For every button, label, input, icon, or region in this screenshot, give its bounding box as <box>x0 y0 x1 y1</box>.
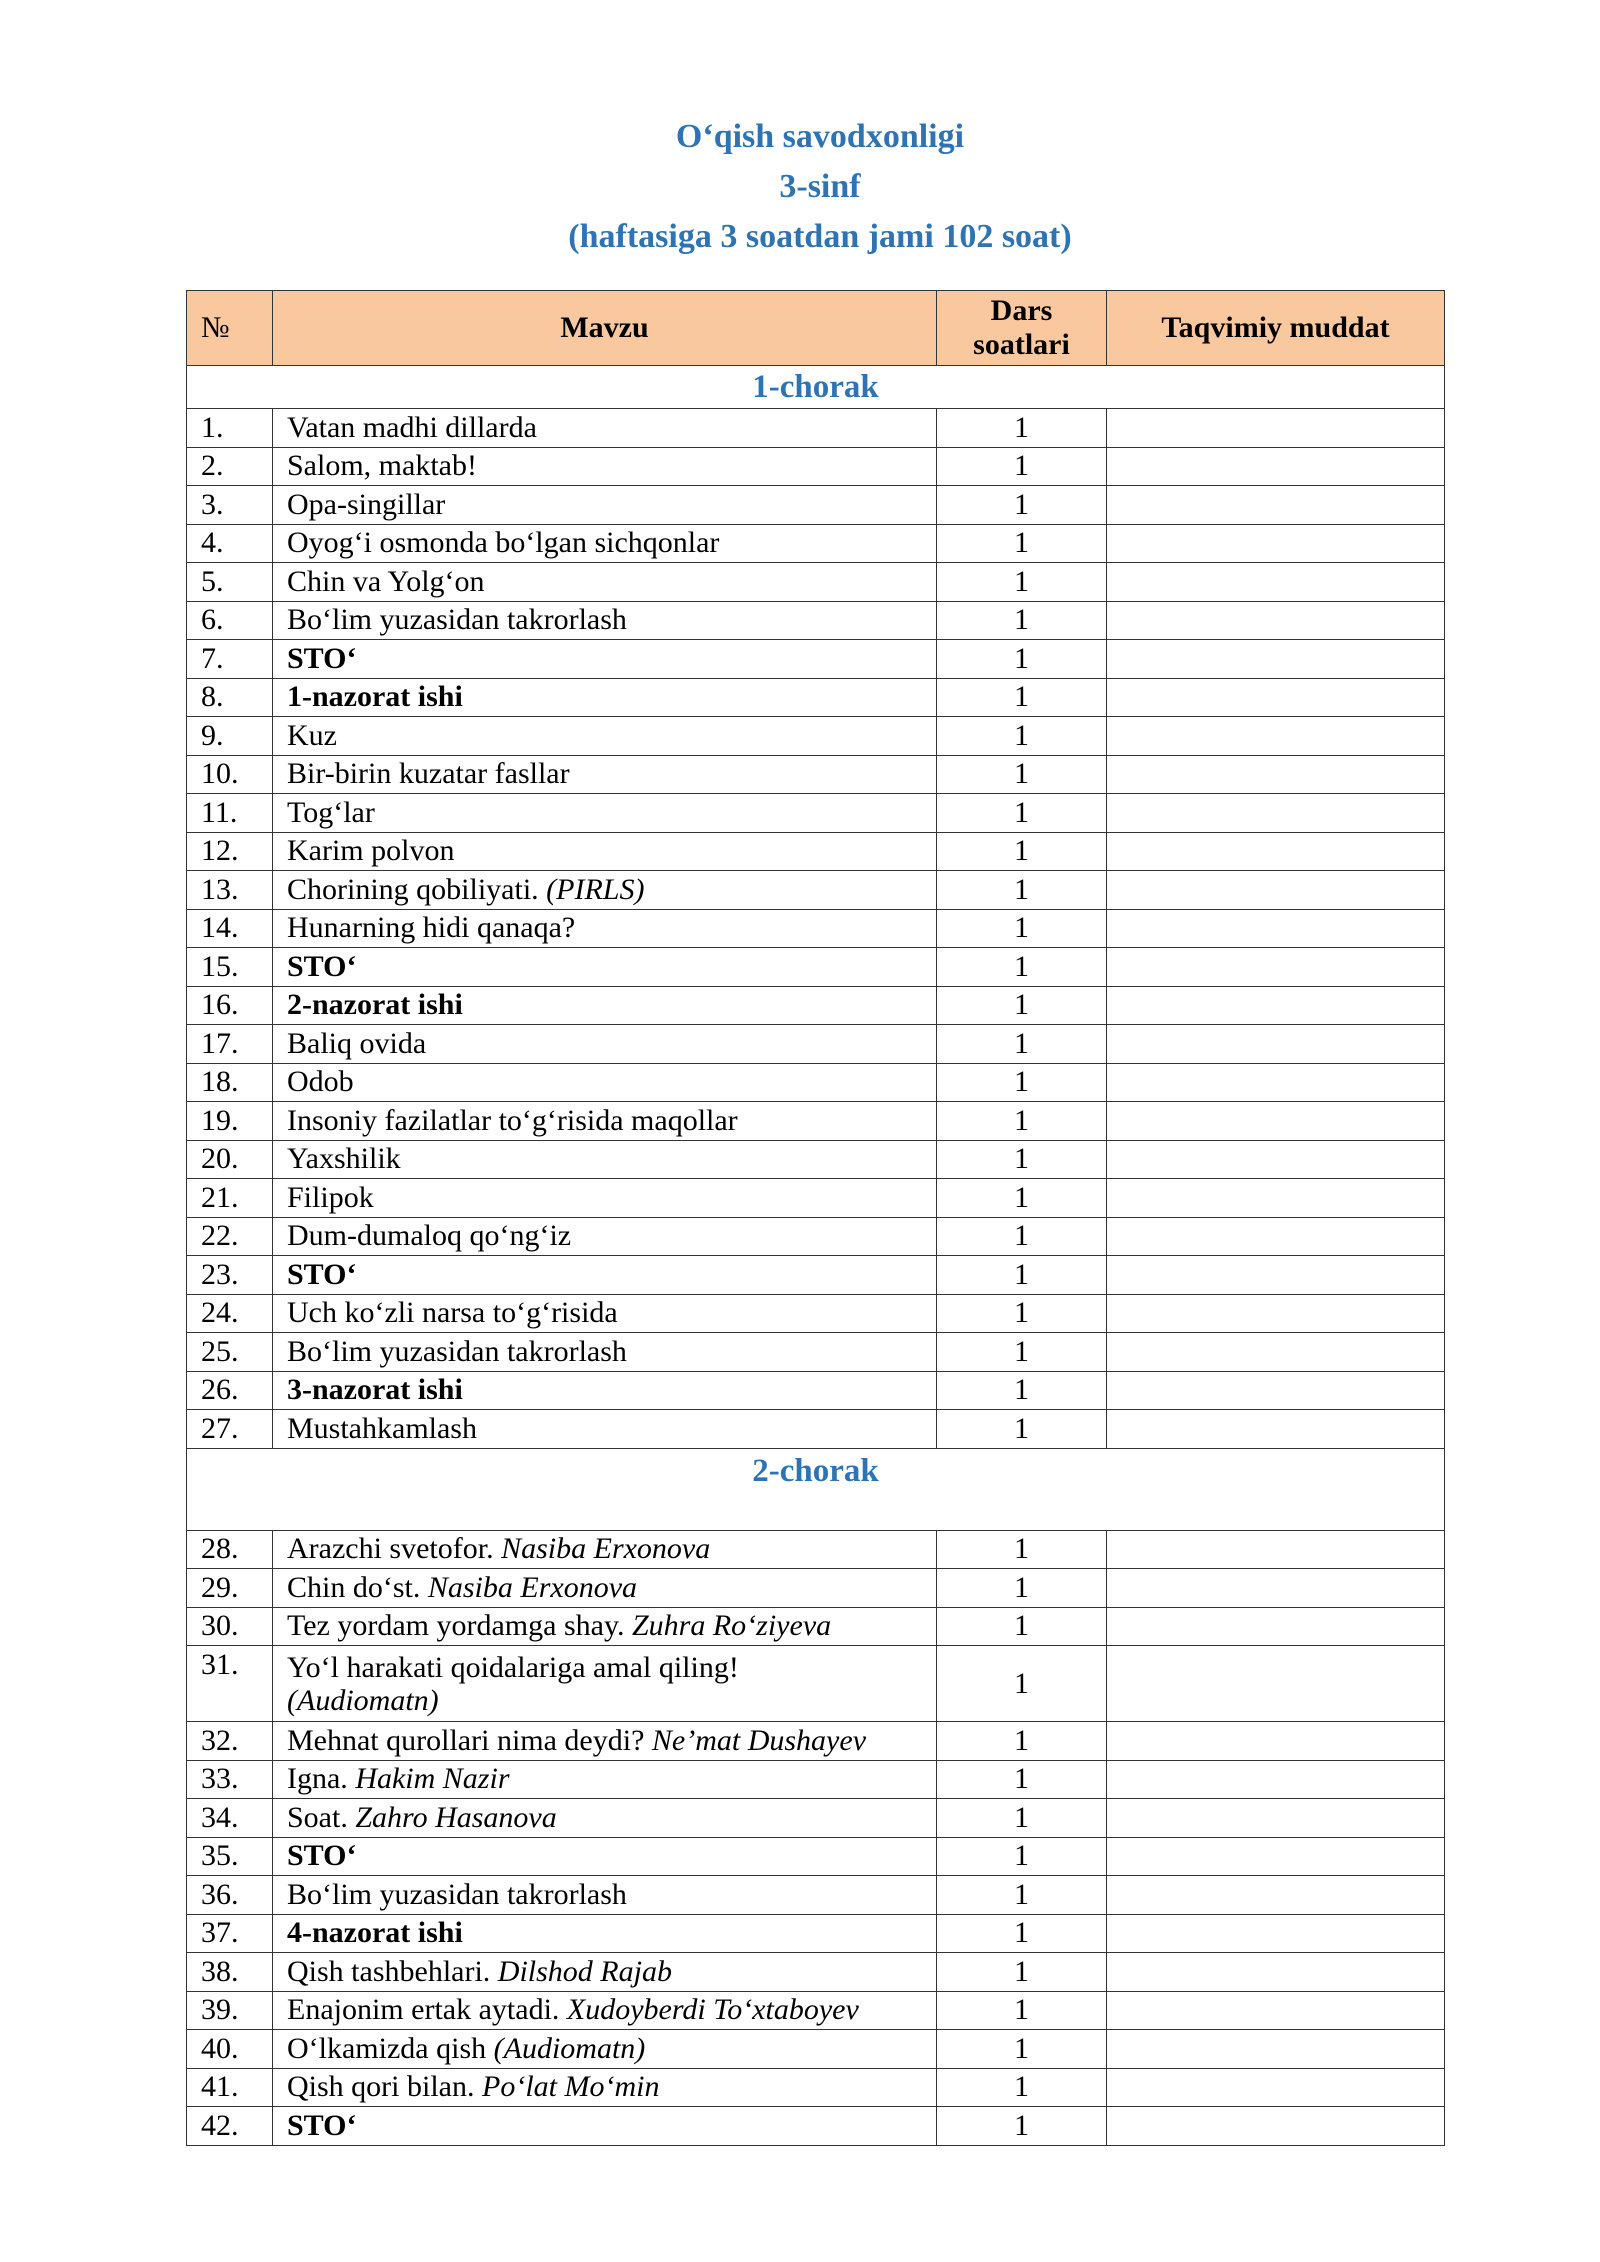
row-hours: 1 <box>937 1646 1107 1722</box>
row-hours: 1 <box>937 1914 1107 1953</box>
row-date-cell[interactable] <box>1107 1914 1445 1953</box>
row-number: 22. <box>187 1217 273 1256</box>
row-topic <box>273 1722 937 1761</box>
row-topic <box>273 601 937 640</box>
topic-text: STO‘ <box>287 641 357 675</box>
row-number: 37. <box>187 1914 273 1953</box>
row-hours: 1 <box>937 1294 1107 1333</box>
topic-text: Chin do‘st. <box>287 1570 428 1604</box>
topic-note: (Audiomatn) <box>287 1683 439 1717</box>
row-topic <box>273 563 937 602</box>
table-row <box>187 986 1445 1025</box>
table-row <box>187 794 1445 833</box>
row-number: 39. <box>187 1991 273 2030</box>
row-hours: 1 <box>937 832 1107 871</box>
row-number: 14. <box>187 909 273 948</box>
table-row <box>187 1646 1445 1722</box>
table-row <box>187 948 1445 987</box>
row-hours: 1 <box>937 909 1107 948</box>
row-date-cell[interactable] <box>1107 1837 1445 1876</box>
topic-text: Filipok <box>287 1180 374 1214</box>
topic-text: Bo‘lim yuzasidan takrorlash <box>287 1334 627 1368</box>
table-header-row <box>187 291 1445 366</box>
row-topic <box>273 2107 937 2146</box>
topic-text: Chin va Yolg‘on <box>287 564 485 598</box>
row-number: 8. <box>187 678 273 717</box>
section-label: 2-chorak <box>187 1448 1445 1530</box>
table-row <box>187 1837 1445 1876</box>
row-date-cell[interactable] <box>1107 1025 1445 1064</box>
row-number: 13. <box>187 871 273 910</box>
row-date-cell[interactable] <box>1107 1646 1445 1722</box>
grade-title: 3-sinf <box>779 168 861 205</box>
row-number: 33. <box>187 1760 273 1799</box>
row-topic <box>273 640 937 679</box>
row-hours: 1 <box>937 1607 1107 1646</box>
row-topic <box>273 755 937 794</box>
row-date-cell[interactable] <box>1107 1953 1445 1992</box>
row-date-cell[interactable] <box>1107 2107 1445 2146</box>
topic-author: (Audiomatn) <box>493 2031 646 2065</box>
topic-text: Oyog‘i osmonda bo‘lgan sichqonlar <box>287 526 720 560</box>
row-topic <box>273 409 937 448</box>
topic-author: Zuhra Ro‘ziyeva <box>632 1609 832 1643</box>
row-topic <box>273 871 937 910</box>
row-date-cell[interactable] <box>1107 1722 1445 1761</box>
row-topic <box>273 524 937 563</box>
row-topic <box>273 1837 937 1876</box>
row-date-cell[interactable] <box>1107 640 1445 679</box>
row-hours: 1 <box>937 986 1107 1025</box>
row-hours: 1 <box>937 1760 1107 1799</box>
topic-author: Zahro Hasanova <box>355 1800 557 1834</box>
table-row <box>187 678 1445 717</box>
table-row <box>187 1217 1445 1256</box>
topic-text: Hunarning hidi qanaqa? <box>287 911 576 945</box>
topic-text: Enajonim ertak aytadi. <box>287 1993 567 2027</box>
row-number: 15. <box>187 948 273 987</box>
topic-text: Karim polvon <box>287 834 455 868</box>
topic-text: Bo‘lim yuzasidan takrorlash <box>287 603 627 637</box>
table-row <box>187 1179 1445 1218</box>
topic-text: 1-nazorat ishi <box>287 680 463 714</box>
header-hours <box>937 291 1107 366</box>
table-row <box>187 409 1445 448</box>
row-topic <box>273 1569 937 1608</box>
topic-text: Uch ko‘zli narsa to‘g‘risida <box>287 1296 618 1330</box>
row-number: 34. <box>187 1799 273 1838</box>
table-row <box>187 1333 1445 1372</box>
topic-text: Dum-dumaloq qo‘ng‘iz <box>287 1219 572 1253</box>
table-row <box>187 2030 1445 2069</box>
topic-author: Hakim Nazir <box>355 1762 510 1796</box>
row-date-cell[interactable] <box>1107 486 1445 525</box>
topic-text: Kuz <box>287 718 337 752</box>
row-number: 16. <box>187 986 273 1025</box>
topic-text: STO‘ <box>287 1257 357 1291</box>
table-row <box>187 1294 1445 1333</box>
row-number: 7. <box>187 640 273 679</box>
row-date-cell[interactable] <box>1107 563 1445 602</box>
row-date-cell[interactable] <box>1107 1217 1445 1256</box>
row-number: 25. <box>187 1333 273 1372</box>
row-date-cell[interactable] <box>1107 601 1445 640</box>
table-row <box>187 1371 1445 1410</box>
topic-text: Bo‘lim yuzasidan takrorlash <box>287 1877 627 1911</box>
table-row <box>187 601 1445 640</box>
row-hours: 1 <box>937 755 1107 794</box>
topic-text: Mehnat qurollari nima deydi? <box>287 1723 652 1757</box>
row-hours: 1 <box>937 2068 1107 2107</box>
row-date-cell[interactable] <box>1107 2030 1445 2069</box>
topic-text: STO‘ <box>287 2108 357 2142</box>
row-hours: 1 <box>937 524 1107 563</box>
table-row <box>187 871 1445 910</box>
row-hours: 1 <box>937 1991 1107 2030</box>
row-number: 26. <box>187 1371 273 1410</box>
table-row <box>187 447 1445 486</box>
topic-text: Igna. <box>287 1762 356 1796</box>
row-hours: 1 <box>937 794 1107 833</box>
row-number: 32. <box>187 1722 273 1761</box>
row-number: 1. <box>187 409 273 448</box>
row-date-cell[interactable] <box>1107 986 1445 1025</box>
row-number: 4. <box>187 524 273 563</box>
table-row <box>187 1140 1445 1179</box>
header-number: № <box>187 291 273 366</box>
row-topic <box>273 1991 937 2030</box>
row-hours: 1 <box>937 601 1107 640</box>
row-number: 35. <box>187 1837 273 1876</box>
table-row <box>187 717 1445 756</box>
document-title <box>0 112 1600 262</box>
table-row <box>187 1953 1445 1992</box>
row-topic <box>273 1760 937 1799</box>
row-number: 42. <box>187 2107 273 2146</box>
row-number: 29. <box>187 1569 273 1608</box>
topic-text: Qish tashbehlari. <box>287 1954 498 1988</box>
section-row <box>187 1448 1445 1530</box>
row-hours: 1 <box>937 1799 1107 1838</box>
row-number: 40. <box>187 2030 273 2069</box>
row-date-cell[interactable] <box>1107 1760 1445 1799</box>
header-topic: Mavzu <box>273 291 937 366</box>
topic-text: Tez yordam yordamga shay. <box>287 1609 632 1643</box>
row-hours: 1 <box>937 1256 1107 1295</box>
row-hours: 1 <box>937 409 1107 448</box>
topic-text: Soat. <box>287 1800 356 1834</box>
row-topic <box>273 1646 937 1722</box>
row-date-cell[interactable] <box>1107 2068 1445 2107</box>
row-hours: 1 <box>937 1217 1107 1256</box>
topic-text: Yaxshilik <box>287 1142 401 1176</box>
row-hours: 1 <box>937 1102 1107 1141</box>
row-topic <box>273 1140 937 1179</box>
row-hours: 1 <box>937 486 1107 525</box>
topic-text: Opa-singillar <box>287 487 446 521</box>
row-hours: 1 <box>937 1569 1107 1608</box>
row-hours: 1 <box>937 678 1107 717</box>
row-number: 18. <box>187 1063 273 1102</box>
row-date-cell[interactable] <box>1107 1876 1445 1915</box>
topic-text: Odob <box>287 1065 354 1099</box>
row-number: 19. <box>187 1102 273 1141</box>
row-topic <box>273 678 937 717</box>
row-topic <box>273 1217 937 1256</box>
table-row <box>187 1025 1445 1064</box>
table-row <box>187 1410 1445 1449</box>
topic-author: Dilshod Rajab <box>497 1954 672 1988</box>
header-hours-line2: soatlari <box>973 328 1070 361</box>
table-row <box>187 1799 1445 1838</box>
row-hours: 1 <box>937 948 1107 987</box>
row-hours: 1 <box>937 563 1107 602</box>
row-hours: 1 <box>937 2107 1107 2146</box>
hours-summary: (haftasiga 3 soatdan jami 102 soat) <box>568 218 1072 255</box>
row-topic <box>273 948 937 987</box>
row-topic <box>273 2068 937 2107</box>
row-date-cell[interactable] <box>1107 1140 1445 1179</box>
row-number: 30. <box>187 1607 273 1646</box>
row-date-cell[interactable] <box>1107 1410 1445 1449</box>
row-date-cell[interactable] <box>1107 447 1445 486</box>
row-hours: 1 <box>937 1876 1107 1915</box>
row-hours: 1 <box>937 447 1107 486</box>
row-date-cell[interactable] <box>1107 755 1445 794</box>
row-number: 27. <box>187 1410 273 1449</box>
topic-author: Ne’mat Dushayev <box>651 1723 867 1757</box>
topic-author: Nasiba Erxonova <box>501 1532 711 1566</box>
topic-text: STO‘ <box>287 1839 357 1873</box>
row-date-cell[interactable] <box>1107 871 1445 910</box>
row-number: 38. <box>187 1953 273 1992</box>
row-number: 10. <box>187 755 273 794</box>
topic-text: Salom, maktab! <box>287 449 477 483</box>
row-topic <box>273 1371 937 1410</box>
row-number: 41. <box>187 2068 273 2107</box>
row-topic <box>273 1410 937 1449</box>
topic-text: 3-nazorat ishi <box>287 1373 463 1407</box>
row-topic <box>273 447 937 486</box>
table-row <box>187 832 1445 871</box>
row-hours: 1 <box>937 1722 1107 1761</box>
row-number: 12. <box>187 832 273 871</box>
topic-text: Tog‘lar <box>287 795 375 829</box>
row-date-cell[interactable] <box>1107 678 1445 717</box>
row-number: 3. <box>187 486 273 525</box>
row-date-cell[interactable] <box>1107 1179 1445 1218</box>
row-topic <box>273 717 937 756</box>
row-hours: 1 <box>937 1837 1107 1876</box>
topic-text: Vatan madhi dillarda <box>287 410 537 444</box>
row-date-cell[interactable] <box>1107 832 1445 871</box>
row-hours: 1 <box>937 1410 1107 1449</box>
row-hours: 1 <box>937 1953 1107 1992</box>
row-number: 2. <box>187 447 273 486</box>
row-number: 23. <box>187 1256 273 1295</box>
row-date-cell[interactable] <box>1107 794 1445 833</box>
row-number: 28. <box>187 1530 273 1569</box>
row-date-cell[interactable] <box>1107 1371 1445 1410</box>
row-hours: 1 <box>937 1140 1107 1179</box>
table-row <box>187 1530 1445 1569</box>
table-row <box>187 1760 1445 1799</box>
table-row <box>187 524 1445 563</box>
row-number: 6. <box>187 601 273 640</box>
topic-author: (PIRLS) <box>546 872 645 906</box>
topic-text: 4-nazorat ishi <box>287 1916 463 1950</box>
row-number: 9. <box>187 717 273 756</box>
header-date: Taqvimiy muddat <box>1107 291 1445 366</box>
row-number: 20. <box>187 1140 273 1179</box>
row-hours: 1 <box>937 640 1107 679</box>
row-topic <box>273 1102 937 1141</box>
row-number: 11. <box>187 794 273 833</box>
row-topic <box>273 1256 937 1295</box>
row-topic <box>273 486 937 525</box>
table-row <box>187 1722 1445 1761</box>
row-number: 24. <box>187 1294 273 1333</box>
row-topic <box>273 832 937 871</box>
topic-text: Qish qori bilan. <box>287 2070 482 2104</box>
curriculum-table <box>186 290 1445 2146</box>
row-number: 36. <box>187 1876 273 1915</box>
topic-author: Nasiba Erxonova <box>427 1570 638 1604</box>
table-row <box>187 563 1445 602</box>
row-date-cell[interactable] <box>1107 1063 1445 1102</box>
row-topic <box>273 794 937 833</box>
table-row <box>187 1876 1445 1915</box>
row-topic <box>273 2030 937 2069</box>
row-date-cell[interactable] <box>1107 1102 1445 1141</box>
topic-text: Baliq ovida <box>287 1026 427 1060</box>
table-row <box>187 1063 1445 1102</box>
row-topic <box>273 1179 937 1218</box>
row-hours: 1 <box>937 1371 1107 1410</box>
row-hours: 1 <box>937 871 1107 910</box>
table-row <box>187 2068 1445 2107</box>
topic-text: Mustahkamlash <box>287 1411 477 1445</box>
table-row <box>187 2107 1445 2146</box>
topic-text: Bir-birin kuzatar fasllar <box>287 757 570 791</box>
row-date-cell[interactable] <box>1107 524 1445 563</box>
row-topic <box>273 1876 937 1915</box>
row-hours: 1 <box>937 1333 1107 1372</box>
row-hours: 1 <box>937 1179 1107 1218</box>
topic-text: STO‘ <box>287 949 357 983</box>
row-hours: 1 <box>937 1530 1107 1569</box>
row-topic <box>273 1294 937 1333</box>
topic-text: Insoniy fazilatlar to‘g‘risida maqollar <box>287 1103 738 1137</box>
topic-author: Xudoyberdi To‘xtaboyev <box>566 1993 859 2027</box>
row-date-cell[interactable] <box>1107 948 1445 987</box>
row-date-cell[interactable] <box>1107 409 1445 448</box>
table-body <box>187 366 1445 2146</box>
row-number: 21. <box>187 1179 273 1218</box>
topic-text: O‘lkamizda qish <box>287 2031 494 2065</box>
row-date-cell[interactable] <box>1107 1991 1445 2030</box>
row-hours: 1 <box>937 2030 1107 2069</box>
row-date-cell[interactable] <box>1107 1294 1445 1333</box>
topic-text: Arazchi svetofor. <box>287 1532 502 1566</box>
table-row <box>187 1607 1445 1646</box>
header-hours-line1: Dars <box>990 294 1053 327</box>
section-label: 1-chorak <box>187 366 1445 409</box>
table-row <box>187 1569 1445 1608</box>
row-number: 5. <box>187 563 273 602</box>
row-topic <box>273 1914 937 1953</box>
row-topic <box>273 1025 937 1064</box>
row-hours: 1 <box>937 1063 1107 1102</box>
row-date-cell[interactable] <box>1107 1333 1445 1372</box>
row-date-cell[interactable] <box>1107 1569 1445 1608</box>
table-row <box>187 640 1445 679</box>
subject-title: O‘qish savodxonligi <box>675 118 965 155</box>
row-topic <box>273 1333 937 1372</box>
row-date-cell[interactable] <box>1107 1607 1445 1646</box>
row-date-cell[interactable] <box>1107 1799 1445 1838</box>
table-row <box>187 755 1445 794</box>
row-number: 31. <box>187 1646 273 1722</box>
topic-text: Chorining qobiliyati. <box>287 872 547 906</box>
row-hours: 1 <box>937 1025 1107 1064</box>
table-row <box>187 486 1445 525</box>
row-topic <box>273 1063 937 1102</box>
table-row <box>187 1102 1445 1141</box>
row-topic <box>273 986 937 1025</box>
row-date-cell[interactable] <box>1107 1256 1445 1295</box>
row-topic <box>273 909 937 948</box>
table-row <box>187 909 1445 948</box>
table-row <box>187 1256 1445 1295</box>
table-row <box>187 1914 1445 1953</box>
topic-author: Po‘lat Mo‘min <box>482 2070 660 2104</box>
topic-text: 2-nazorat ishi <box>287 988 463 1022</box>
topic-text: Yo‘l harakati qoidalariga amal qiling! <box>287 1650 739 1684</box>
row-hours: 1 <box>937 717 1107 756</box>
row-topic <box>273 1530 937 1569</box>
row-topic <box>273 1607 937 1646</box>
row-date-cell[interactable] <box>1107 717 1445 756</box>
table-row <box>187 1991 1445 2030</box>
row-topic <box>273 1953 937 1992</box>
row-date-cell[interactable] <box>1107 909 1445 948</box>
row-topic <box>273 1799 937 1838</box>
section-row <box>187 366 1445 409</box>
row-date-cell[interactable] <box>1107 1530 1445 1569</box>
row-number: 17. <box>187 1025 273 1064</box>
